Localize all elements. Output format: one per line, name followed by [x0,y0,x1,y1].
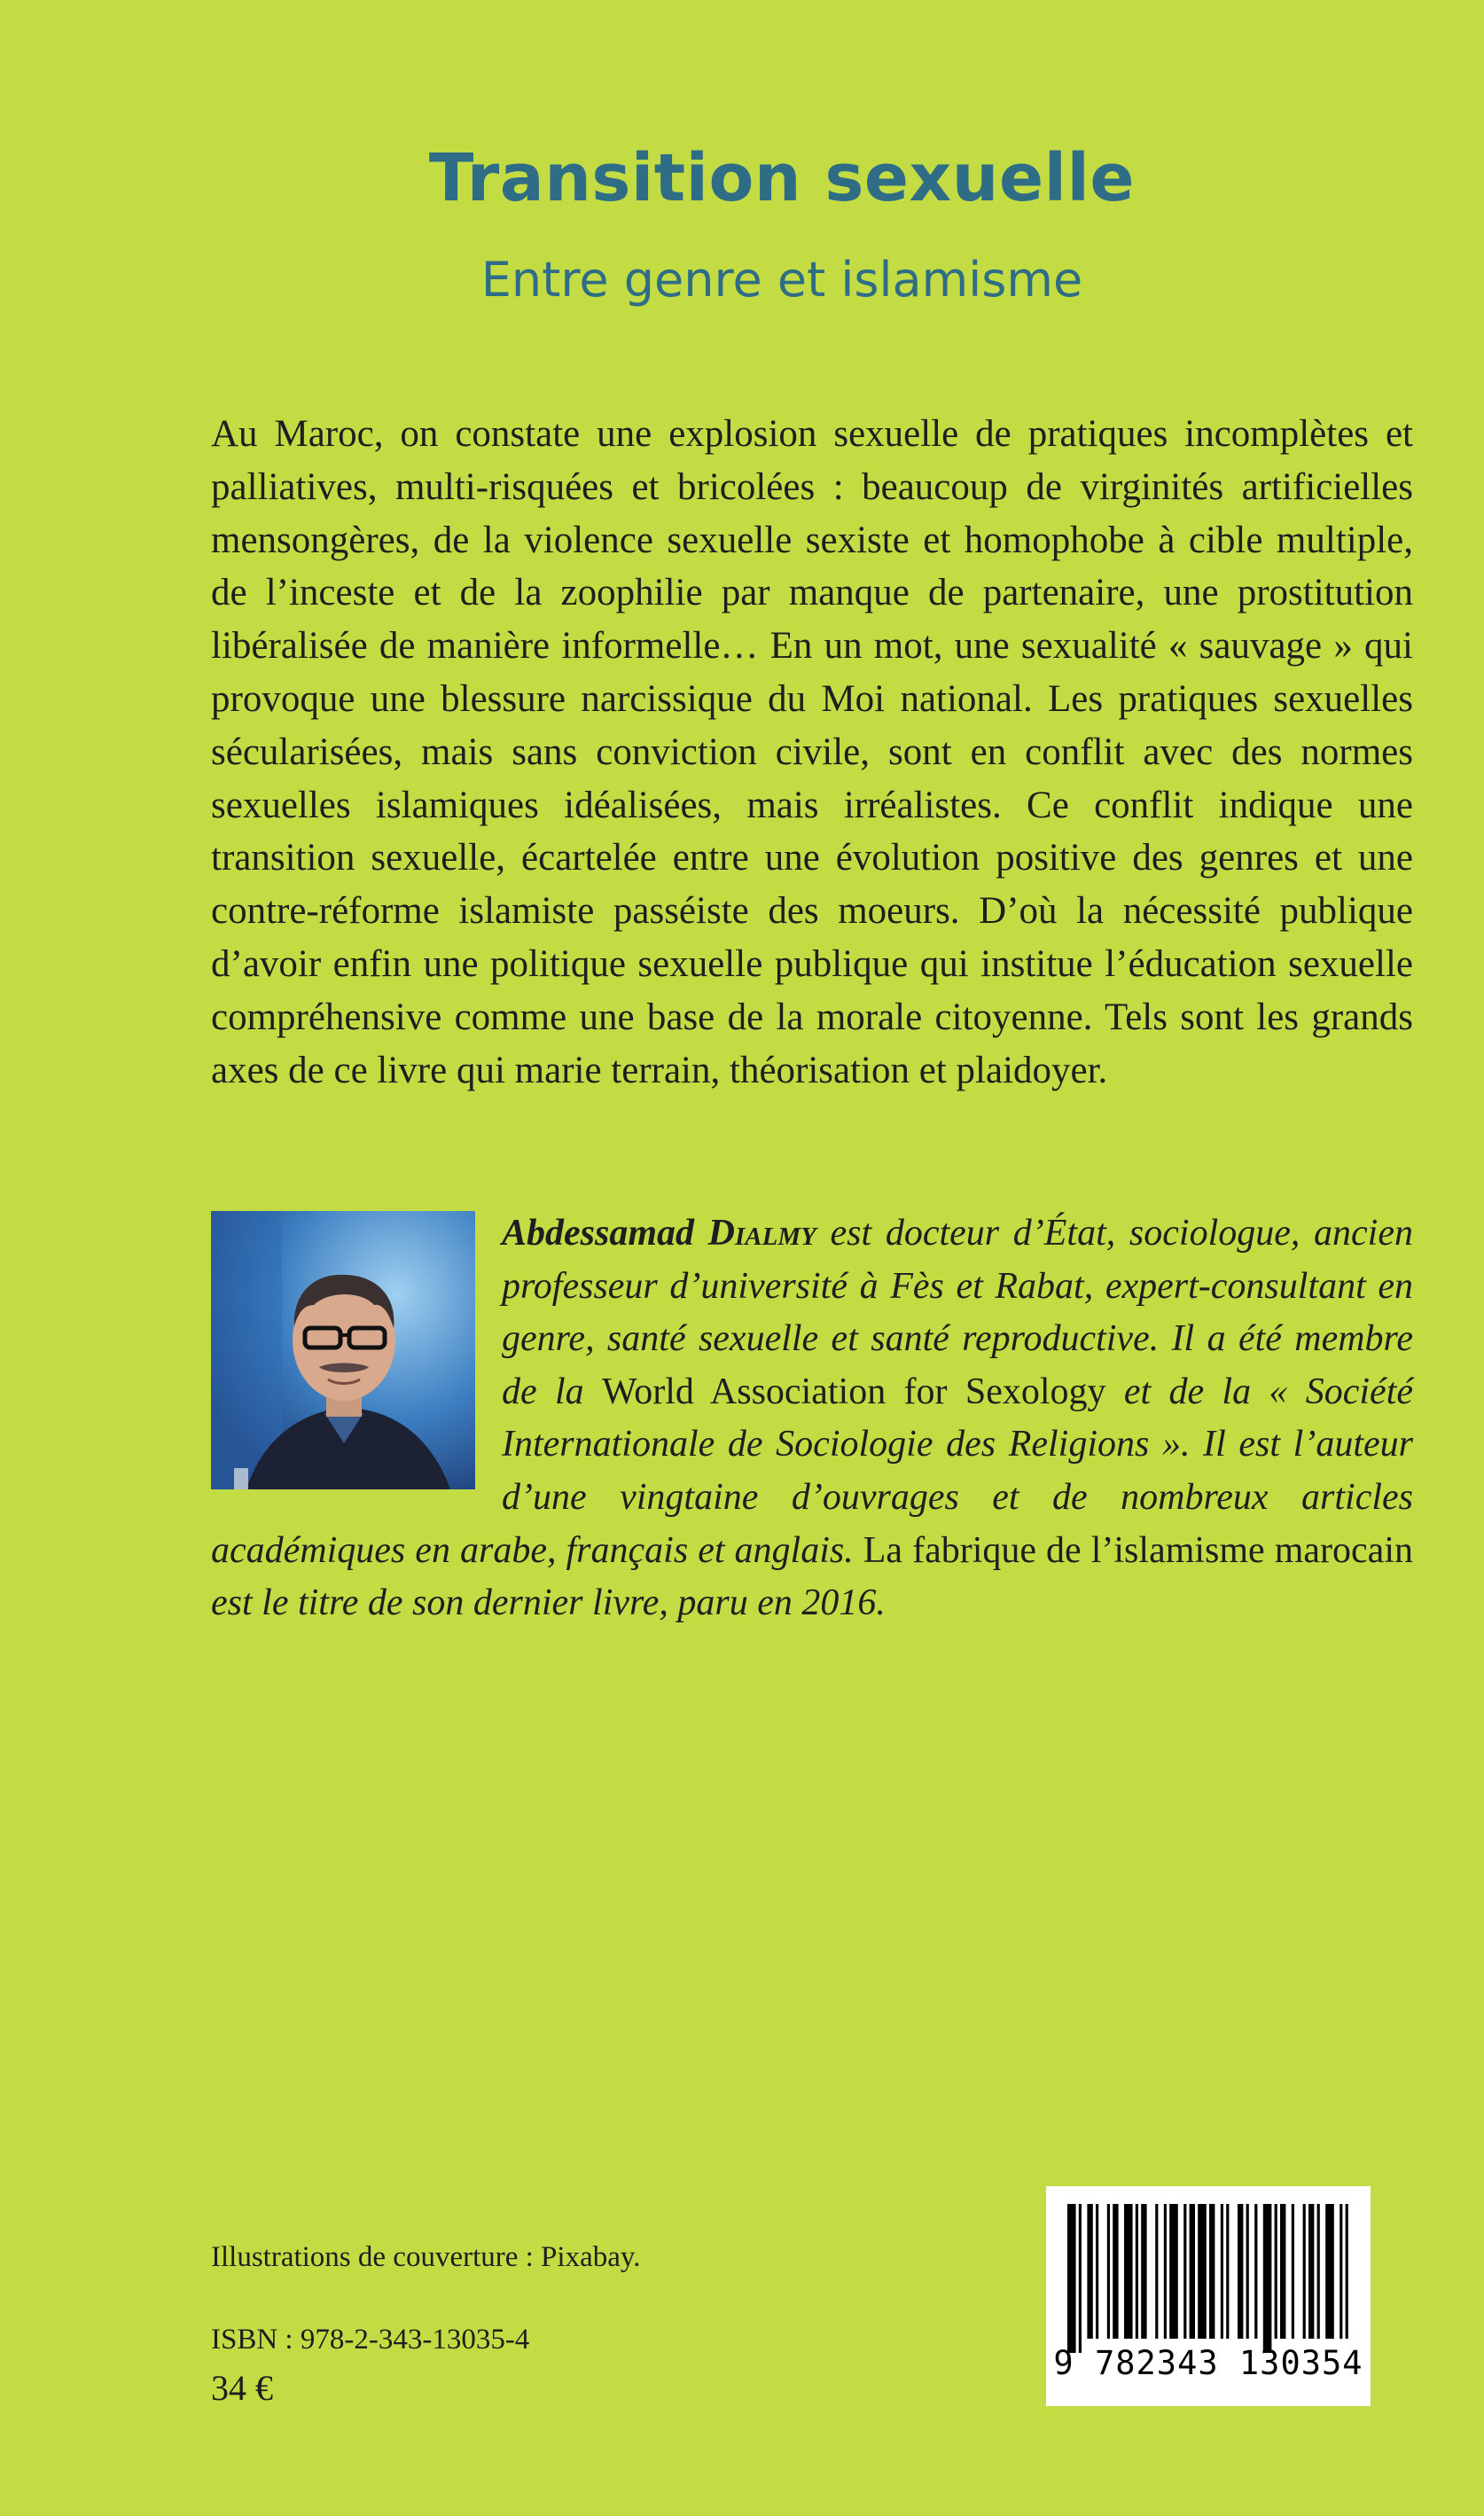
author-bio-part-2: et de la « Société Internationale de Sociologie des Religions ». Il est l’auteur d’une vingtaine d’ouvrages et de nombreux articles académiques en arabe, [211,1371,1414,1571]
barcode-bar [1246,2204,1249,2339]
barcode-bar [1124,2204,1133,2339]
barcode-bar [1190,2204,1195,2339]
barcode-bar [1096,2204,1098,2339]
barcode-bar [1198,2204,1207,2339]
barcode-bar [1346,2204,1348,2339]
barcode-bar [1263,2204,1272,2353]
author-first-name: Abdessamad [502,1213,695,1254]
author-book-title: La fabrique de l’islamisme marocain [853,1529,1413,1571]
barcode-bar [1141,2204,1146,2339]
price: 34 € [211,2368,273,2408]
barcode-bar [1325,2204,1334,2339]
barcode-bar [1155,2204,1158,2339]
author-photo [211,1211,475,1489]
book-subtitle: Entre genre et islamisme [480,252,1083,308]
blurb-text: Au Maroc, on constate une explosion sexuelle de pratiques incomplètes et palliatives, multi-risquées et bricolées : beaucoup de virginités artificielles mensongères, de la violence sexuelle sexiste et homophobe à cible multiple, de l’inceste et de la zoophilie par manque de partenaire, une prostitution libéralisée de manière informelle… En un mot, une sexualité « sauvage » qui provoque une blessure narcissique du Moi national. Les pratiques sexuelles sécularisées, mais sans conviction civile, sont en conflit avec des normes sexuelles islamiques idéalisées, mais irréalistes. Ce conflit indique une transition sexuelle, écartelée entre une évolution positive des genres et une contre-réforme islamiste passéiste des moeurs. D’où la nécessité publique d’avoir enfin une politique sexuelle publique qui institue l’éducation sexuelle compréhensive comme une base de la morale citoyenne. Tels sont les grands axes de ce livre qui marie terrain, théorisation et plaidoyer. [211,413,1413,1091]
barcode-bar [1067,2204,1076,2353]
barcode-bar [1107,2204,1110,2339]
barcode-bar [1169,2204,1178,2339]
author-bio-part-4: est le titre de son dernier livre, paru en 2016. [211,1582,886,1624]
barcode [1046,2186,1371,2406]
cover-credits: Illustrations de couverture : Pixabay. [211,2241,641,2273]
barcode-bar [1079,2204,1082,2353]
barcode-bar [1087,2204,1092,2339]
author-last-name: Dialmy [707,1213,816,1254]
author-org-1: World Association for Sexology [601,1371,1106,1412]
back-cover-blurb [211,408,1413,1097]
barcode-digits: 9 782343 130354 [1053,2344,1363,2382]
barcode-bar [1275,2204,1277,2339]
barcode-bar [1254,2204,1257,2339]
author-bio-part-3: français et anglais. [566,1529,854,1571]
author-bio-part-1: est docteur d’État, sociologue, ancien professeur d’université à Fès et Rabat, expert-consultant en genre, santé sexuelle et santé reproductive. Il a été membre de la [502,1213,1413,1412]
author-section [211,1207,1413,1630]
barcode-bar [1280,2204,1285,2339]
barcode-bar [1164,2204,1167,2339]
barcode-bar [1221,2204,1223,2339]
barcode-bar [1209,2204,1215,2339]
barcode-bar [1226,2204,1229,2339]
barcode-bar [1183,2204,1186,2339]
barcode-bar [1308,2204,1314,2339]
barcode-bar [1292,2204,1294,2339]
book-title: Transition sexuelle [428,140,1136,216]
barcode-bar [1303,2204,1306,2339]
isbn: ISBN : 978-2-343-13035-4 [211,2324,530,2356]
author-portrait-illustration [211,1211,475,1489]
barcode-bar [1238,2204,1243,2339]
barcode-bar [1136,2204,1138,2339]
barcode-bar [1113,2204,1118,2339]
barcode-bar [1340,2204,1342,2339]
barcode-bar [1317,2204,1320,2339]
